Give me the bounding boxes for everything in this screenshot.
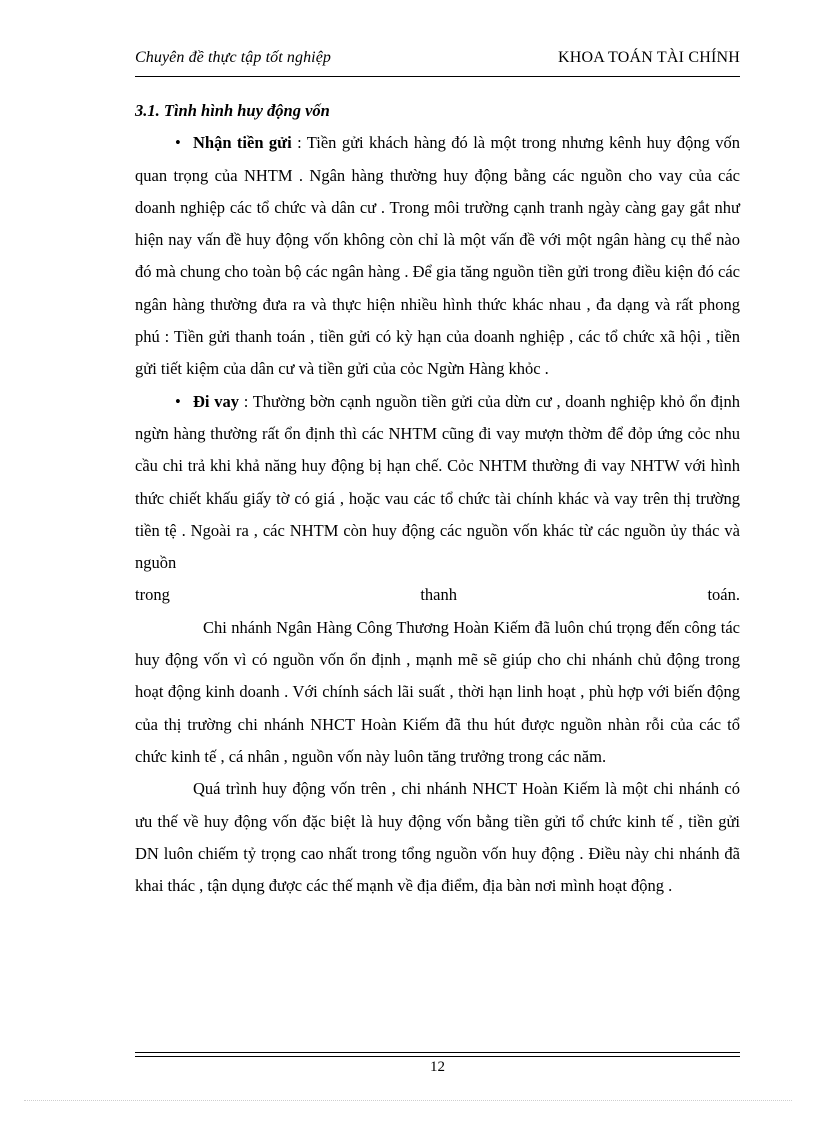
bullet-text: : Tiền gửi khách hàng đó là một trong nhưng kênh huy động vốn quan trọng của NHTM . Ngân hàng thường huy động bằng các nguồn cho vay của các doanh nghiệp các tổ chức và dân cư . Trong môi trường cạnh tranh ngày càng gay gắt như hiện nay vấn đề huy động vốn không còn chỉ là một vấn đề với một ngân hàng cụ thể nào đó mà chung cho toàn bộ các ngân hàng . Để gia tăng nguồn tiền gửi trong điều kiện đó các ngân hàng thường đưa ra và thực hiện nhiều hình thức khác nhau , đa dạng và rất phong phú : Tiền gửi thanh toán , tiền gửi có kỳ hạn của doanh nghiệp , các tổ chức xã hội , tiền gửi tiết kiệm của dân cư và tiền gửi của cỏc Ngừn Hàng khỏc . <box>135 133 740 379</box>
bullet-lead: Nhận tiền gửi <box>193 133 292 153</box>
footer-rule <box>135 1056 740 1057</box>
footer-rule <box>135 1052 740 1053</box>
section-heading: 3.1. Tình hình huy động vốn <box>135 101 330 120</box>
header-rule <box>135 76 740 77</box>
last-line-word: toán. <box>707 585 740 605</box>
bullet-icon: • <box>175 391 181 411</box>
last-line-word: trong <box>135 585 170 605</box>
body-paragraph: Chi nhánh Ngân Hàng Công Thương Hoàn Kiếm đã luôn chú trọng đến công tác huy động vốn vì có nguồn vốn ổn định , mạnh mẽ sẽ giúp cho chi nhánh chủ động trong hoạt động kinh doanh . Với chính sách lãi suất , thời hạn linh hoạt , phù hợp với biến động của thị trường chi nhánh NHCT Hoàn Kiếm đã thu hút được nguồn nhàn rỗi của các tổ chức kinh tế , cá nhân , nguồn vốn này luôn tăng trưởng trong các năm. <box>135 617 740 766</box>
bullet-paragraph-borrowing <box>135 386 740 580</box>
justified-last-line <box>135 579 740 611</box>
bullet-text: : Thường bờn cạnh nguồn tiền gửi của dừn cư , doanh nghiệp khỏ ổn định ngừn hàng thường rất ổn định thì các NHTM cũng đi vay mượn thờm để đỏp ứng cỏc nhu cầu chi trả khi khả năng huy động bị hạn chế. Cỏc NHTM thường đi vay NHTW với hình thức chiết khấu giấy tờ có giá , hoặc vau các tổ chức tài chính khác và vay trên thị trường tiền tệ . Ngoài ra , các NHTM còn huy động các nguồn vốn khác từ các nguồn ủy thác và nguồn <box>135 391 740 573</box>
header-right-title: KHOA TOÁN TÀI CHÍNH <box>557 49 740 66</box>
bullet-lead: Đi vay <box>193 391 239 411</box>
header-left-title: Chuyên đề thực tập tốt nghiệp <box>135 49 332 66</box>
document-body <box>135 95 740 902</box>
body-paragraph: Quá trình huy động vốn trên , chi nhánh NHCT Hoàn Kiếm là một chi nhánh có ưu thế về huy động vốn đặc biệt là huy động vốn bằng tiền gửi tổ chức kinh tế , tiền gửi DN luôn chiếm tỷ trọng cao nhất trong tổng nguồn vốn huy động . Điều này chi nhánh đã khai thác , tận dụng được các thế mạnh về địa điểm, địa bàn nơi mình hoạt động . <box>135 779 740 896</box>
last-line-word: thanh <box>420 585 457 605</box>
page-number: 12 <box>430 1059 445 1075</box>
bullet-paragraph-deposits <box>135 127 740 385</box>
bullet-icon: • <box>175 133 181 153</box>
